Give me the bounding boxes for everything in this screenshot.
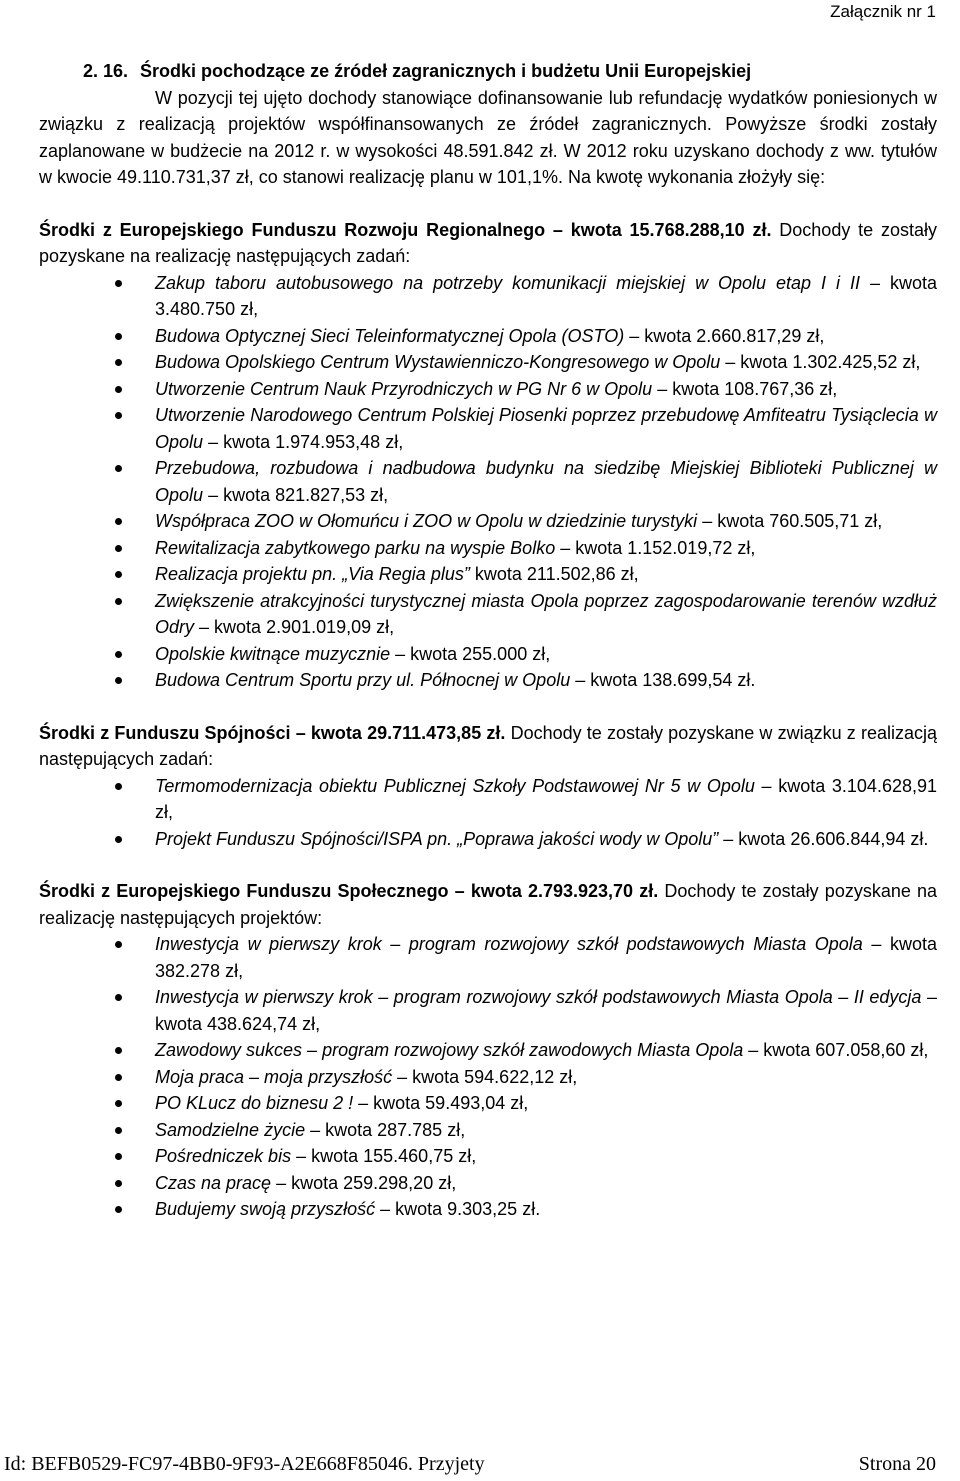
list-item	[39, 984, 937, 1037]
list-item	[39, 508, 937, 535]
item-name: Rewitalizacja zabytkowego parku na wyspie Bolko	[155, 537, 556, 558]
item-amount: – kwota 3.104.628,91 zł,	[155, 775, 937, 822]
list-item	[39, 1064, 937, 1091]
list-item	[39, 1037, 937, 1064]
item-name: Opolskie kwitnące muzycznie	[155, 643, 391, 664]
funding-section	[39, 217, 937, 694]
section-paragraph	[39, 878, 937, 931]
item-name: Pośredniczek bis	[155, 1146, 292, 1166]
list-item	[39, 455, 937, 508]
section-number: 2. 16.	[83, 61, 129, 81]
item-name: Projekt Funduszu Spójności/ISPA pn. „Poprawa jakości wody w Opolu”	[155, 828, 719, 849]
item-name: Moja praca – moja przyszłość	[155, 1066, 393, 1087]
item-name: Termomodernizacja obiektu Publicznej Szkoły Podstawowej Nr 5 w Opolu	[155, 775, 755, 796]
item-amount: – kwota 594.622,12 zł,	[397, 1066, 578, 1087]
item-amount: – kwota 1.152.019,72 zł,	[560, 537, 756, 558]
section-heading: Środki z Funduszu Spójności – kwota 29.711.473,85 zł.	[39, 722, 506, 743]
item-name: Budowa Centrum Sportu przy ul. Północnej w Opolu	[155, 670, 571, 690]
item-amount: – kwota 2.660.817,29 zł,	[629, 325, 825, 346]
item-name: Samodzielne życie	[155, 1119, 306, 1140]
item-name: Utworzenie Narodowego Centrum Polskiej Piosenki poprzez przebudowę Amfiteatru Tysiąclecia w Opolu	[155, 405, 937, 452]
list-item	[39, 561, 937, 588]
item-name: Budowa Optycznej Sieci Teleinformatycznej Opola (OSTO)	[155, 325, 625, 346]
list-item	[39, 931, 937, 984]
item-amount: – kwota 9.303,25 zł.	[380, 1199, 541, 1219]
funding-section	[39, 720, 937, 853]
item-name: Zawodowy sukces – program rozwojowy szkół zawodowych Miasta Opola	[155, 1040, 744, 1060]
item-name: Budujemy swoją przyszłość	[155, 1199, 376, 1219]
list-item	[39, 1117, 937, 1144]
funding-section	[39, 878, 937, 1223]
item-amount: – kwota 1.974.953,48 zł,	[208, 431, 404, 452]
section-heading: Środki z Europejskiego Funduszu Społecznego – kwota 2.793.923,70 zł.	[39, 881, 659, 901]
list-item	[39, 641, 937, 668]
item-amount: – kwota 26.606.844,94 zł.	[723, 828, 929, 849]
section-text: Dochody te zostały pozyskane na realizację następujących projektów:	[39, 881, 938, 928]
item-amount: – kwota 821.827,53 zł,	[208, 484, 389, 505]
list-item	[39, 1170, 937, 1197]
item-name: Inwestycja w pierwszy krok – program rozwojowy szkół podstawowych Miasta Opola – II edycja	[155, 987, 922, 1007]
section-text: Dochody te zostały pozyskane w związku z realizacją następujących zadań:	[39, 722, 937, 769]
item-amount: – kwota 259.298,20 zł,	[276, 1172, 457, 1193]
item-amount: – kwota 287.785 zł,	[310, 1119, 466, 1140]
list-item	[39, 535, 937, 562]
list-item	[39, 667, 937, 694]
section-heading: Środki z Europejskiego Funduszu Rozwoju Regionalnego – kwota 15.768.288,10 zł.	[39, 219, 772, 240]
item-amount: – kwota 1.302.425,52 zł,	[725, 352, 921, 372]
item-name: Współpraca ZOO w Ołomuńcu i ZOO w Opolu w dziedzinie turystyki	[155, 511, 698, 531]
item-amount: – kwota 138.699,54 zł.	[575, 670, 756, 690]
item-name: Utworzenie Centrum Nauk Przyrodniczych w PG Nr 6 w Opolu	[155, 378, 653, 399]
item-name: Inwestycja w pierwszy krok – program rozwojowy szkół podstawowych Miasta Opola	[155, 934, 863, 954]
list-item	[39, 349, 937, 376]
document-body	[39, 58, 937, 1223]
item-amount: – kwota 438.624,74 zł,	[155, 987, 937, 1034]
item-name: Przebudowa, rozbudowa i nadbudowa budynku na siedzibę Miejskiej Biblioteki Publicznej w Opolu	[155, 458, 937, 505]
page-number: Strona 20	[858, 1453, 936, 1475]
list-item	[39, 826, 937, 853]
section-paragraph	[39, 720, 937, 773]
item-amount: – kwota 155.460,75 zł,	[296, 1146, 477, 1166]
list-item	[39, 773, 937, 826]
item-amount: – kwota 607.058,60 zł,	[748, 1040, 929, 1060]
task-list	[39, 773, 937, 853]
list-item	[39, 588, 937, 641]
item-amount: – kwota 255.000 zł,	[395, 643, 551, 664]
attachment-label: Załącznik nr 1	[830, 2, 936, 21]
intro-paragraph: W pozycji tej ujęto dochody stanowiące dofinansowanie lub refundację wydatków poniesionych w związku z realizacją projektów współfinansowanych ze źródeł zagranicznych. Powyższe środki zostały zaplanowane w budżecie na 2012 r. w wysokości 48.591.842 zł. W 2012 roku uzyskano dochody z ww. tytułów w kwocie 49.110.731,37 zł, co stanowi realizację planu w 101,1%. Na kwotę wykonania złożyły się:	[39, 87, 937, 187]
document-id: Id: BEFB0529-FC97-4BB0-9F93-A2E668F85046. Przyjety	[4, 1453, 485, 1475]
task-list	[39, 270, 937, 694]
list-item	[39, 1143, 937, 1170]
section-title-text: Środki pochodzące ze źródeł zagranicznych i budżetu Unii Europejskiej	[140, 61, 752, 81]
section-paragraph	[39, 217, 937, 270]
item-amount: – kwota 760.505,71 zł,	[702, 511, 883, 531]
item-amount: – kwota 3.480.750 zł,	[155, 272, 937, 319]
list-item	[39, 1196, 937, 1223]
section-text: Dochody te zostały pozyskane na realizację następujących zadań:	[39, 219, 937, 266]
item-name: Budowa Opolskiego Centrum Wystawienniczo-Kongresowego w Opolu	[155, 352, 721, 372]
item-amount: – kwota 382.278 zł,	[155, 934, 937, 981]
item-name: PO KLucz do biznesu 2 !	[155, 1093, 354, 1113]
list-item	[39, 402, 937, 455]
item-amount: kwota 211.502,86 zł,	[474, 564, 639, 584]
list-item	[39, 1090, 937, 1117]
item-name: Realizacja projektu pn. „Via Regia plus”	[155, 564, 470, 584]
item-name: Czas na pracę	[155, 1172, 272, 1193]
task-list	[39, 931, 937, 1223]
funding-sections	[39, 217, 937, 1223]
section-title	[83, 58, 937, 85]
list-item	[39, 270, 937, 323]
item-name: Zakup taboru autobusowego na potrzeby komunikacji miejskiej w Opolu etap I i II	[155, 272, 860, 293]
list-item	[39, 323, 937, 350]
item-name: Zwiększenie atrakcyjności turystycznej miasta Opola poprzez zagospodarowanie terenów wzdłuż Odry	[155, 590, 937, 637]
item-amount: – kwota 59.493,04 zł,	[358, 1093, 529, 1113]
item-amount: – kwota 108.767,36 zł,	[657, 378, 838, 399]
list-item	[39, 376, 937, 403]
item-amount: – kwota 2.901.019,09 zł,	[199, 617, 395, 637]
